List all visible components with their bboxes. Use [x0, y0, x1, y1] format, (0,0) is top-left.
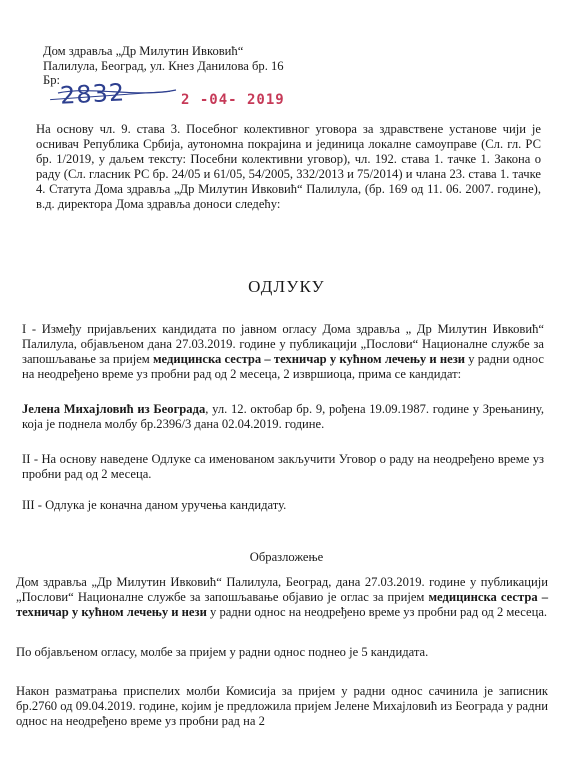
decision-item-3: III - Одлука је коначна даном уручења кандидату. — [22, 498, 287, 512]
candidate-details: , ул. 12. октобар бр. 9, рођена 19.09.1987. године у Зрењанину, која је поднела молбу бр.2396/3 дана 02.04.2019. године. — [22, 402, 544, 431]
position-title: медицинска сестра – техничар у кућном лечењу и нези — [152, 352, 466, 366]
expl1-text-c: у радни однос на неодређено време уз пробни рад од 2 месеца. — [206, 605, 548, 619]
intro-paragraph: На основу чл. 9. става 3. Посебног колективног уговора за здравствене установе чији је оснивач Република Србија, аутономна покрајина и јединица локалне самоуправе (Сл. гл. РС бр. 1/2019, у даљем тексту: Посебни колективни уговор), чл. 192. става 1. тачке 1. Закона о раду (Сл. гласник РС бр. 24/05 и 61/05, 54/2005, 332/2013 и 75/2014) и члана 23. става 1. тачке 4. Статута Дома здравља „Др Милутин Ивковић“ Палилула, (бр. 169 од 11. 06. 2007. године), в.д. директора Дома здравља доноси следећу: — [36, 122, 541, 211]
item1-text-c: у радни однос на неодређено време уз пробни рад од 2 месеца, 2 извршиоца, прима се кандидат: — [22, 352, 544, 381]
handwritten-reference-number: 2832 — [59, 78, 126, 110]
candidate-name: Јелена Михајловић из Београда — [22, 402, 206, 416]
explanation-heading: Образложење — [249, 550, 324, 564]
explanation-paragraph-2: По објављеном огласу, молбе за пријем у радни однос поднео је 5 кандидата. — [16, 645, 429, 659]
explanation-paragraph-3: Након разматрања приспелих молби Комисија за пријем у радни однос сачинила је записник бр.2760 од 09.04.2019. године, којим је предложила пријем Јелене Михајловић из Београда у радни однос на неодређено време уз пробни рад на 2 — [16, 684, 548, 728]
document-title: ОДЛУКУ — [248, 277, 325, 296]
position-title-2: медицинска сестра – техничар у кућном лечењу и нези — [16, 590, 548, 619]
expl1-text-a: Дом здравља „Др Милутин Ивковић“ Палилула, Београд, дана 27.03.2019. године у публикацији „Послови“ Националне службе за запошљавање објавио је оглас за пријем — [16, 575, 548, 604]
reference-label: Бр: — [43, 73, 61, 87]
date-stamp: 2 -04- 2019 — [181, 92, 285, 108]
item1-text-a: I - Између пријављених кандидата по јавном огласу Дома здравља „ Др Милутин Ивковић“ Палилула, објављеном дана 27.03.2019. године у публикацији „Послови“ Националне службе за запошљавање за пријем — [22, 322, 544, 366]
institution-name: Дом здравља „Др Милутин Ивковић“ — [43, 44, 244, 58]
institution-address: Палилула, Београд, ул. Кнез Данилова бр. 16 — [43, 58, 284, 73]
decision-item-2: II - На основу наведене Одлуке са именованом закључити Уговор о раду на неодређено време уз пробни рад од 2 месеца. — [22, 452, 544, 481]
